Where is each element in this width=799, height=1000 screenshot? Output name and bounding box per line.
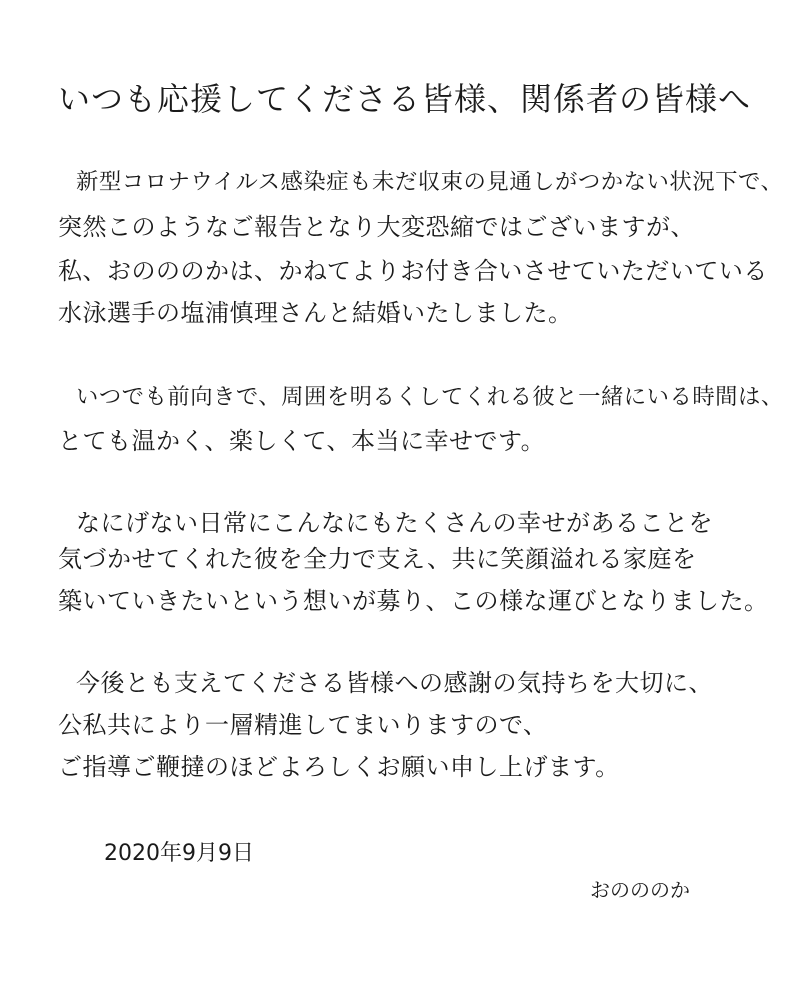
signature: おのののか xyxy=(590,878,690,902)
paragraph-line: 新型コロナウイルス感染症も未だ収束の見通しがつかない状況下で、 xyxy=(76,169,784,195)
paragraph-line: 今後とも支えてくださる皆様への感謝の気持ちを大切に、 xyxy=(76,669,713,697)
paragraph-line: いつでも前向きで、周囲を明るくしてくれる彼と一緒にいる時間は、 xyxy=(76,384,784,410)
paragraph-line: 公私共により一層精進してまいりますので、 xyxy=(58,711,548,739)
paragraph-line: 水泳選手の塩浦慎理さんと結婚いたしました。 xyxy=(58,299,573,327)
paragraph-line: とても温かく、楽しくて、本当に幸せです。 xyxy=(58,427,546,455)
paragraph-line: ご指導ご鞭撻のほどよろしくお願い申し上げます。 xyxy=(58,753,620,781)
paragraph-line: 気づかせてくれた彼を全力で支え、共に笑顔溢れる家庭を xyxy=(58,545,697,573)
paragraph-line: 築いていきたいという想いが募り、この様な運びとなりました。 xyxy=(58,587,769,615)
paragraph-line: 私、おのののかは、かねてよりお付き合いさせていただいている xyxy=(58,257,768,285)
letter-title: いつも応援してくださる皆様、関係者の皆様へ xyxy=(58,80,752,118)
letter-date: 2020年9月9日 xyxy=(104,841,254,866)
paragraph-line: 突然このようなご報告となり大変恐縮ではございますが、 xyxy=(58,213,695,241)
paragraph-line: なにげない日常にこんなにもたくさんの幸せがあることを xyxy=(76,509,713,537)
